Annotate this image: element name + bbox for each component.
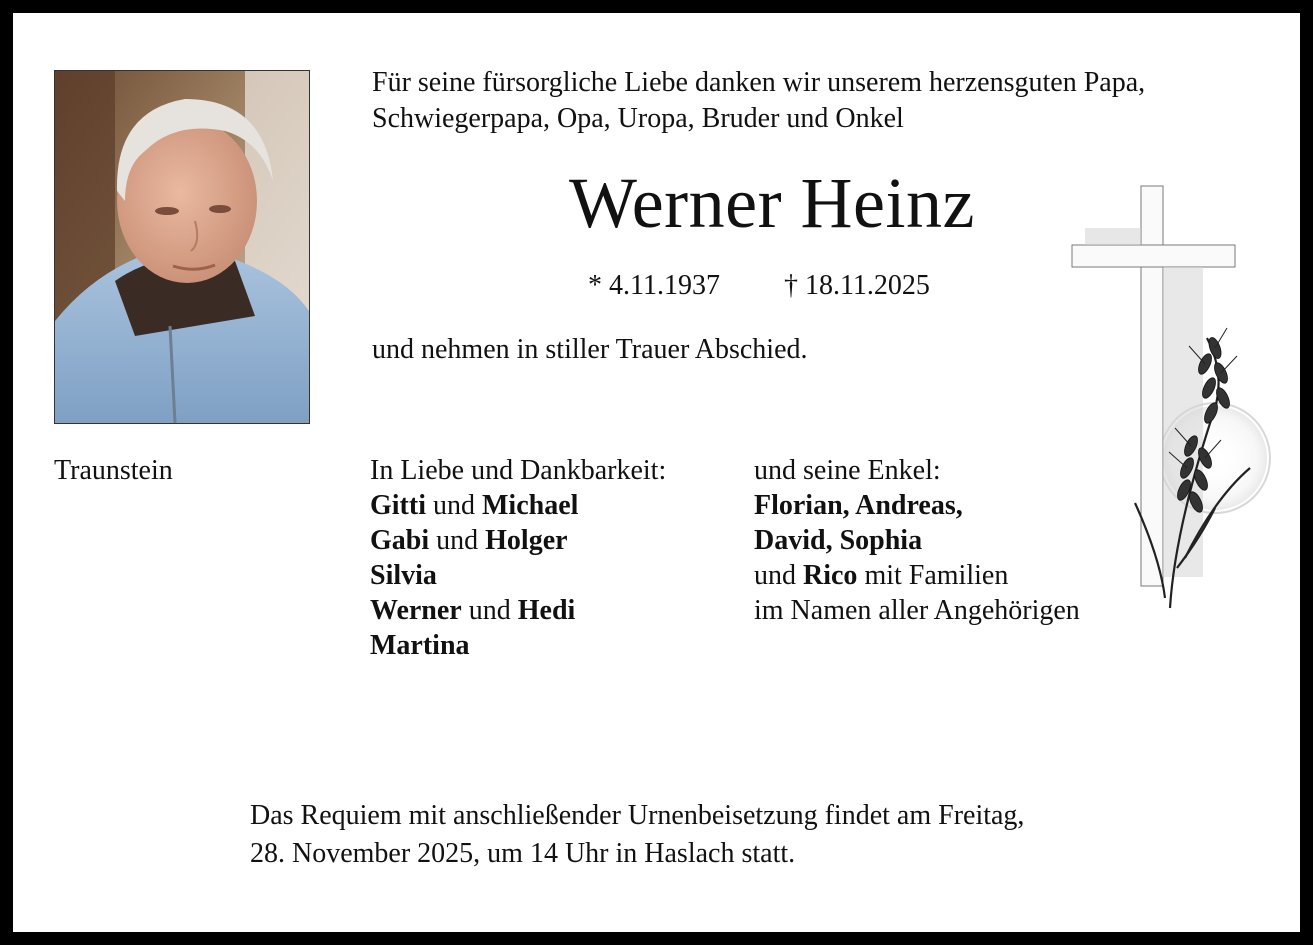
family-name: Gabi xyxy=(370,525,430,556)
intro-text xyxy=(372,65,1252,137)
cross-with-wheat-icon xyxy=(1065,168,1285,618)
service-info xyxy=(250,797,1150,873)
intro-line-2: Schwiegerpapa, Opa, Uropa, Bruder und Onkel xyxy=(372,103,904,134)
family-row xyxy=(370,558,666,593)
place-name: Traunstein xyxy=(54,455,173,486)
birth-date: * 4.11.1937 xyxy=(588,270,720,301)
family-name: Holger xyxy=(485,525,568,556)
relatives-line: im Namen aller Angehörigen xyxy=(754,595,1080,626)
family-row xyxy=(370,523,666,558)
death-date: † 18.11.2025 xyxy=(783,270,930,301)
farewell-text: und nehmen in stiller Trauer Abschied. xyxy=(372,334,808,365)
family-name: Werner xyxy=(370,595,462,626)
grandchildren-name: Rico xyxy=(803,560,858,591)
grandchildren-heading: und seine Enkel: xyxy=(754,455,941,486)
family-name: Silvia xyxy=(370,560,437,591)
portrait-photo xyxy=(54,70,310,424)
family-joiner: und xyxy=(429,525,486,556)
grandchildren-row xyxy=(754,488,1080,523)
family-name: Michael xyxy=(482,490,579,521)
family-row xyxy=(370,628,666,663)
grandchildren-row xyxy=(754,558,1080,593)
family-row xyxy=(370,488,666,523)
family-row xyxy=(370,593,666,628)
family-list xyxy=(370,453,666,663)
family-name: Martina xyxy=(370,630,470,661)
grandchildren-row xyxy=(754,523,1080,558)
obituary-card xyxy=(13,13,1300,932)
family-name: Gitti xyxy=(370,490,426,521)
grandchildren-list xyxy=(754,453,1080,628)
service-line-2: 28. November 2025, um 14 Uhr in Haslach statt. xyxy=(250,838,796,869)
grandchildren-names: David, Sophia xyxy=(754,525,923,556)
service-line-1: Das Requiem mit anschließender Urnenbeisetzung findet am Freitag, xyxy=(250,800,1025,831)
family-joiner: und xyxy=(426,490,482,521)
family-name: Hedi xyxy=(517,595,576,626)
grandchildren-names: Florian, Andreas, xyxy=(754,490,963,521)
grandchildren-suffix: mit Familien xyxy=(857,560,1009,591)
family-joiner: und xyxy=(461,595,518,626)
intro-line-1: Für seine fürsorgliche Liebe danken wir unserem herzensguten Papa, xyxy=(372,67,1146,98)
grandchildren-joiner: und xyxy=(754,560,803,591)
family-heading: In Liebe und Dankbarkeit: xyxy=(370,455,667,486)
deceased-name: Werner Heinz xyxy=(569,163,975,243)
life-dates xyxy=(588,269,930,303)
